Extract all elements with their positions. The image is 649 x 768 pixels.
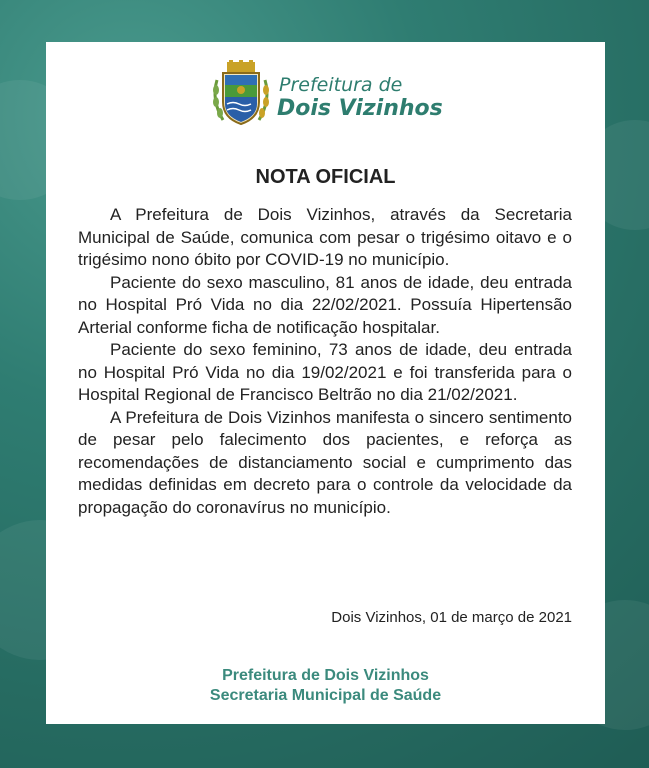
paragraph: A Prefeitura de Dois Vizinhos, através da Secretaria Municipal de Saúde, comunica com pesar o trigésimo oitavo e o trigésimo nono óbito por COVID-19 no município. <box>78 205 572 269</box>
page-title: NOTA OFICIAL <box>255 166 396 188</box>
brand-name-line1: Prefeitura de <box>279 74 403 96</box>
paragraph: Paciente do sexo masculino, 81 anos de idade, deu entrada no Hospital Pró Vida no dia 22/02/2021. Possuía Hipertensão Arterial conforme ficha de notificação hospitalar. <box>78 272 572 337</box>
signature-block <box>46 666 605 706</box>
brand-name-line2: Dois Vizinhos <box>277 96 443 121</box>
coat-of-arms-icon <box>209 60 273 126</box>
signature-line2: Secretaria Municipal de Saúde <box>209 687 442 704</box>
paragraph: A Prefeitura de Dois Vizinhos manifesta o sincero sentimento de pesar pelo falecimento dos pacientes, e reforça as recomendações de distanciamento social e cumprimento das medidas definidas em decreto para o controle da velocidade da propagação do coronavírus no município. <box>78 407 572 517</box>
date-line: Dois Vizinhos, 01 de março de 2021 <box>331 609 572 626</box>
paragraph: Paciente do sexo feminino, 73 anos de idade, deu entrada no Hospital Pró Vida no dia 19/02/2021 e foi transferida para o Hospital Regional de Francisco Beltrão no dia 21/02/2021. <box>78 340 572 404</box>
note-body <box>78 204 572 519</box>
signature-line1: Prefeitura de Dois Vizinhos <box>222 667 429 684</box>
official-note-card <box>46 42 605 724</box>
prefeitura-logo <box>209 60 449 130</box>
